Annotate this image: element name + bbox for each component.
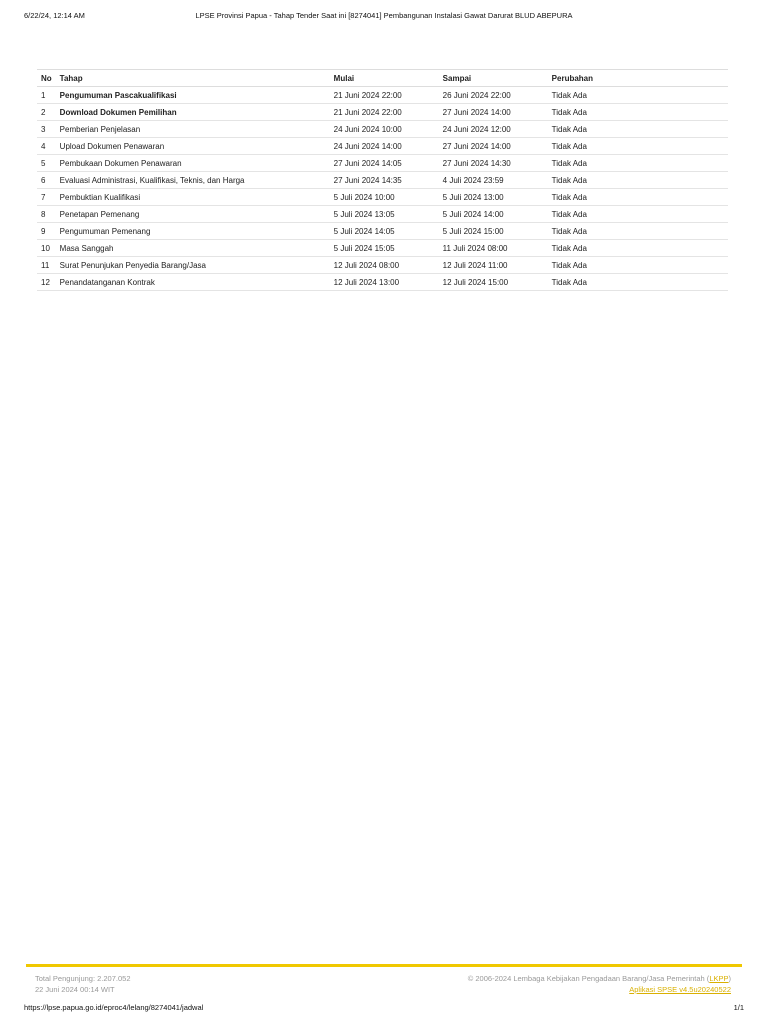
row-sampai: 27 Juni 2024 14:30 xyxy=(439,155,548,172)
row-sampai: 12 Juli 2024 11:00 xyxy=(439,257,548,274)
table-row xyxy=(37,257,728,274)
row-mulai: 21 Juni 2024 22:00 xyxy=(330,104,439,121)
row-no: 3 xyxy=(37,121,56,138)
app-version-link[interactable]: Aplikasi SPSE v4.5u20240522 xyxy=(629,985,731,994)
table-row xyxy=(37,138,728,155)
lkpp-link[interactable]: LKPP xyxy=(709,974,729,983)
row-tahap: Pengumuman Pascakualifikasi xyxy=(56,87,330,104)
table-row xyxy=(37,172,728,189)
row-no: 8 xyxy=(37,206,56,223)
copyright-line xyxy=(468,973,731,984)
row-sampai: 11 Juli 2024 08:00 xyxy=(439,240,548,257)
table-row xyxy=(37,223,728,240)
row-perubahan: Tidak Ada xyxy=(548,104,728,121)
row-tahap: Upload Dokumen Penawaran xyxy=(56,138,330,155)
row-no: 11 xyxy=(37,257,56,274)
row-perubahan: Tidak Ada xyxy=(548,274,728,291)
row-perubahan: Tidak Ada xyxy=(548,189,728,206)
row-perubahan: Tidak Ada xyxy=(548,87,728,104)
row-no: 12 xyxy=(37,274,56,291)
row-perubahan: Tidak Ada xyxy=(548,155,728,172)
print-page-number: 1/1 xyxy=(733,1003,744,1012)
copyright-prefix: © 2006-2024 Lembaga Kebijakan Pengadaan Barang/Jasa Pemerintah ( xyxy=(467,974,710,983)
row-sampai: 27 Juni 2024 14:00 xyxy=(439,138,548,155)
schedule-table-body xyxy=(37,87,728,291)
row-sampai: 5 Juli 2024 13:00 xyxy=(439,189,548,206)
row-perubahan: Tidak Ada xyxy=(548,257,728,274)
print-datetime: 6/22/24, 12:14 AM xyxy=(24,11,85,20)
row-mulai: 5 Juli 2024 15:05 xyxy=(330,240,439,257)
row-sampai: 5 Juli 2024 14:00 xyxy=(439,206,548,223)
row-no: 6 xyxy=(37,172,56,189)
row-tahap: Penetapan Pemenang xyxy=(56,206,330,223)
row-tahap: Penandatanganan Kontrak xyxy=(56,274,330,291)
table-row xyxy=(37,189,728,206)
row-mulai: 5 Juli 2024 14:05 xyxy=(330,223,439,240)
row-mulai: 5 Juli 2024 13:05 xyxy=(330,206,439,223)
row-tahap: Surat Penunjukan Penyedia Barang/Jasa xyxy=(56,257,330,274)
row-perubahan: Tidak Ada xyxy=(548,240,728,257)
header-mulai: Mulai xyxy=(330,70,439,87)
table-row xyxy=(37,121,728,138)
row-sampai: 24 Juni 2024 12:00 xyxy=(439,121,548,138)
row-mulai: 12 Juli 2024 13:00 xyxy=(330,274,439,291)
print-header xyxy=(24,11,744,23)
row-no: 9 xyxy=(37,223,56,240)
row-tahap: Masa Sanggah xyxy=(56,240,330,257)
header-tahap: Tahap xyxy=(56,70,330,87)
schedule-table xyxy=(37,69,728,291)
row-sampai: 12 Juli 2024 15:00 xyxy=(439,274,548,291)
row-mulai: 12 Juli 2024 08:00 xyxy=(330,257,439,274)
copyright-suffix: ) xyxy=(728,974,731,983)
row-no: 10 xyxy=(37,240,56,257)
row-sampai: 27 Juni 2024 14:00 xyxy=(439,104,548,121)
footer-timestamp: 22 Juni 2024 00:14 WIT xyxy=(35,985,115,994)
row-perubahan: Tidak Ada xyxy=(548,223,728,240)
row-mulai: 21 Juni 2024 22:00 xyxy=(330,87,439,104)
visitor-count: Total Pengunjung: 2.207.052 xyxy=(35,974,131,983)
row-no: 1 xyxy=(37,87,56,104)
site-footer xyxy=(26,964,742,1001)
row-sampai: 26 Juni 2024 22:00 xyxy=(439,87,548,104)
row-no: 4 xyxy=(37,138,56,155)
footer-copyright xyxy=(468,973,731,995)
header-perubahan: Perubahan xyxy=(548,70,728,87)
row-mulai: 24 Juni 2024 10:00 xyxy=(330,121,439,138)
row-no: 7 xyxy=(37,189,56,206)
footer-stats xyxy=(35,973,131,995)
row-tahap: Pengumuman Pemenang xyxy=(56,223,330,240)
row-tahap: Pemberian Penjelasan xyxy=(56,121,330,138)
print-url: https://lpse.papua.go.id/eproc4/lelang/8274041/jadwal xyxy=(24,1003,204,1012)
print-page-title: LPSE Provinsi Papua - Tahap Tender Saat ini [8274041] Pembangunan Instalasi Gawat Darurat BLUD ABEPURA xyxy=(195,11,573,20)
header-no: No xyxy=(37,70,56,87)
table-row xyxy=(37,274,728,291)
row-tahap: Pembuktian Kualifikasi xyxy=(56,189,330,206)
row-tahap: Evaluasi Administrasi, Kualifikasi, Teknis, dan Harga xyxy=(56,172,330,189)
row-sampai: 5 Juli 2024 15:00 xyxy=(439,223,548,240)
row-perubahan: Tidak Ada xyxy=(548,172,728,189)
row-tahap: Download Dokumen Pemilihan xyxy=(56,104,330,121)
table-row xyxy=(37,206,728,223)
row-mulai: 5 Juli 2024 10:00 xyxy=(330,189,439,206)
row-sampai: 4 Juli 2024 23:59 xyxy=(439,172,548,189)
row-perubahan: Tidak Ada xyxy=(548,206,728,223)
header-sampai: Sampai xyxy=(439,70,548,87)
table-row xyxy=(37,104,728,121)
row-tahap: Pembukaan Dokumen Penawaran xyxy=(56,155,330,172)
table-header-row xyxy=(37,70,728,87)
table-row xyxy=(37,240,728,257)
row-no: 5 xyxy=(37,155,56,172)
row-mulai: 24 Juni 2024 14:00 xyxy=(330,138,439,155)
table-row xyxy=(37,155,728,172)
table-row xyxy=(37,87,728,104)
row-mulai: 27 Juni 2024 14:35 xyxy=(330,172,439,189)
row-no: 2 xyxy=(37,104,56,121)
row-perubahan: Tidak Ada xyxy=(548,138,728,155)
row-mulai: 27 Juni 2024 14:05 xyxy=(330,155,439,172)
row-perubahan: Tidak Ada xyxy=(548,121,728,138)
